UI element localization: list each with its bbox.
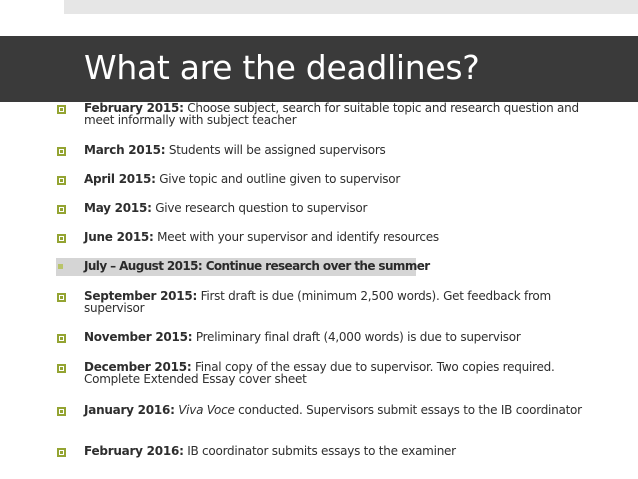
deadline-text xyxy=(84,331,584,343)
deadline-date: April 2015: xyxy=(84,172,156,186)
deadline-text xyxy=(84,260,584,272)
deadline-italic-term: Viva Voce xyxy=(178,403,235,417)
deadline-date: July – August 2015: xyxy=(84,259,203,273)
deadline-text xyxy=(84,102,584,126)
square-bullet-icon xyxy=(57,176,66,185)
deadline-description: Give topic and outline given to supervisor xyxy=(159,172,401,186)
deadline-date: March 2015: xyxy=(84,143,166,157)
deadline-text xyxy=(84,290,584,314)
deadline-text xyxy=(84,231,584,243)
deadline-text xyxy=(84,173,584,185)
deadline-date: June 2015: xyxy=(84,230,154,244)
square-bullet-icon xyxy=(57,147,66,156)
deadline-description: Give research question to supervisor xyxy=(155,201,368,215)
deadline-text xyxy=(84,404,584,416)
square-bullet-icon xyxy=(57,293,66,302)
square-bullet-icon xyxy=(57,334,66,343)
deadline-description: Meet with your supervisor and identify resources xyxy=(157,230,439,244)
deadline-date: May 2015: xyxy=(84,201,152,215)
deadline-description: Final copy of the essay due to supervisor. Two copies required. Complete Extended Essay cover sheet xyxy=(84,360,555,386)
slide-title: What are the deadlines? xyxy=(84,48,480,87)
square-bullet-icon xyxy=(58,264,63,269)
deadline-description: Preliminary final draft (4,000 words) is due to supervisor xyxy=(195,330,521,344)
square-bullet-icon xyxy=(57,234,66,243)
deadline-date: February 2016: xyxy=(84,444,184,458)
square-bullet-icon xyxy=(57,407,66,416)
square-bullet-icon xyxy=(57,364,66,373)
deadline-date: February 2015: xyxy=(84,101,184,115)
deadline-description: IB coordinator submits essays to the examiner xyxy=(187,444,456,458)
square-bullet-icon xyxy=(57,105,66,114)
deadline-date: November 2015: xyxy=(84,330,193,344)
deadline-description: First draft is due (minimum 2,500 words). Get feedback from supervisor xyxy=(84,289,551,315)
deadline-date: January 2016: xyxy=(84,403,175,417)
deadline-description: Continue research over the summer xyxy=(205,259,430,273)
deadline-date: September 2015: xyxy=(84,289,198,303)
deadline-text xyxy=(84,361,584,385)
deadline-text xyxy=(84,445,584,457)
deadline-description: Students will be assigned supervisors xyxy=(168,143,386,157)
square-bullet-icon xyxy=(57,205,66,214)
deadline-date: December 2015: xyxy=(84,360,192,374)
square-bullet-icon xyxy=(57,448,66,457)
deadline-text xyxy=(84,202,584,214)
deadline-text xyxy=(84,144,584,156)
deadline-description: Choose subject, search for suitable topic and research question and meet informally with subject teacher xyxy=(84,101,579,127)
deadline-description: conducted. Supervisors submit essays to the IB coordinator xyxy=(238,403,582,417)
